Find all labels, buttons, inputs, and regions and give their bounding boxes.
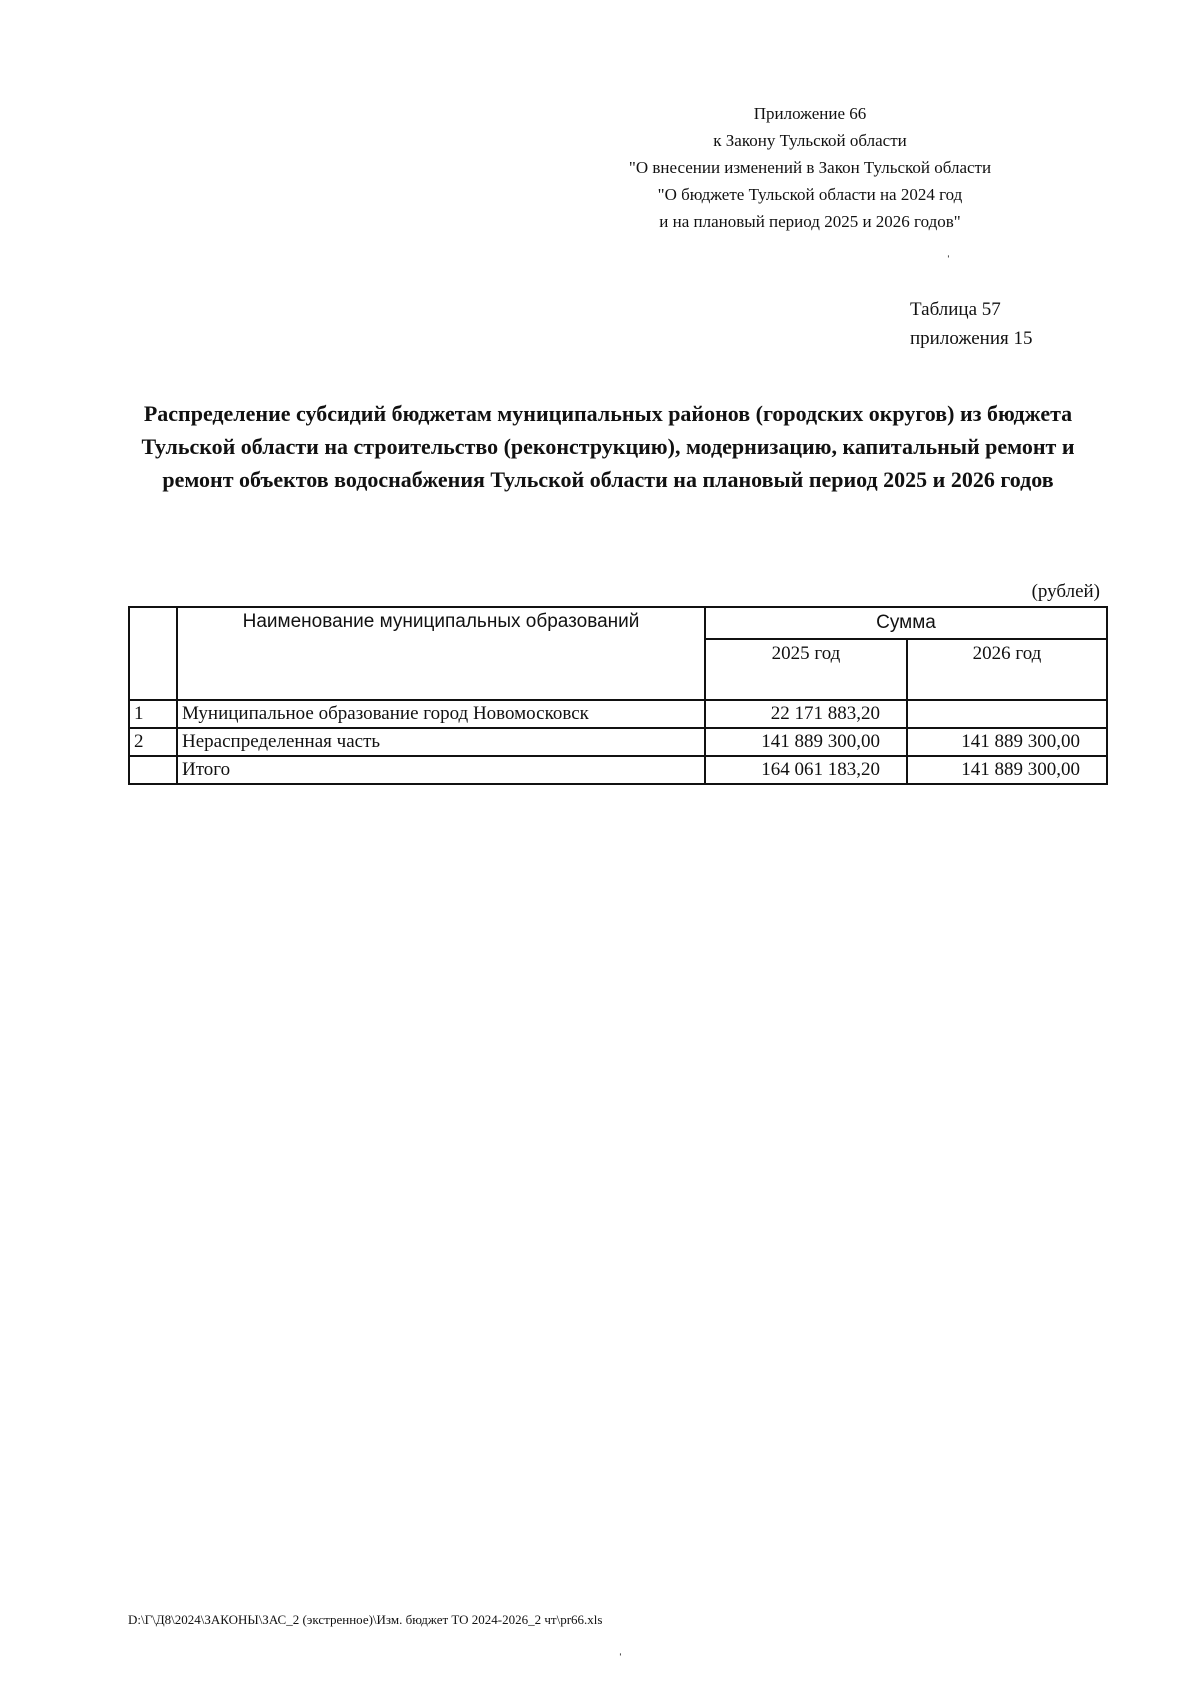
appendix-line: Приложение 66	[753, 104, 867, 123]
document-title: Распределение субсидий бюджетам муниципальных районов (городских округов) из бюджета Тульской области на строительство (реконструкцию), модернизацию, капитальный ремонт и ремонт объектов водоснабжения Тульской области на плановый период 2025 и 2026 годов	[141, 401, 1075, 492]
index-header	[129, 607, 177, 700]
table-appendix: приложения 15	[910, 328, 1033, 349]
row-index: 1	[129, 700, 177, 728]
subsidy-table	[128, 606, 1108, 785]
total-row	[129, 756, 1107, 784]
table-row	[129, 700, 1107, 728]
table-number: Таблица 57	[910, 299, 1001, 320]
table-reference	[910, 295, 1032, 353]
row-index	[129, 756, 177, 784]
row-value-2025: 141 889 300,00	[705, 728, 907, 756]
year-2025-header: 2025 год	[705, 639, 907, 700]
row-value-2026: 141 889 300,00	[907, 756, 1107, 784]
row-value-2025: 164 061 183,20	[705, 756, 907, 784]
appendix-line: к Закону Тульской области	[713, 131, 907, 150]
scan-mark: ˈ	[946, 254, 951, 269]
row-value-2026	[907, 700, 1107, 728]
appendix-line: "О внесении изменений в Закон Тульской области	[628, 158, 992, 177]
scan-mark: ˈ	[618, 1652, 623, 1667]
table-row	[129, 728, 1107, 756]
appendix-header	[560, 100, 1060, 235]
appendix-line: и на плановый период 2025 и 2026 годов"	[659, 212, 961, 231]
row-name: Нераспределенная часть	[177, 728, 705, 756]
row-name: Итого	[177, 756, 705, 784]
row-index: 2	[129, 728, 177, 756]
row-value-2026: 141 889 300,00	[907, 728, 1107, 756]
row-name: Муниципальное образование город Новомосковск	[177, 700, 705, 728]
units-label: (рублей)	[1031, 581, 1100, 602]
name-header: Наименование муниципальных образований	[177, 607, 705, 700]
row-value-2025: 22 171 883,20	[705, 700, 907, 728]
year-2026-header: 2026 год	[907, 639, 1107, 700]
appendix-line: "О бюджете Тульской области на 2024 год	[657, 185, 963, 204]
sum-header: Сумма	[705, 607, 1107, 639]
file-path-footer: D:\Г\Д8\2024\ЗАКОНЫ\ЗАС_2 (экстренное)\Изм. бюджет ТО 2024-2026_2 чт\pr66.xls	[128, 1612, 603, 1627]
